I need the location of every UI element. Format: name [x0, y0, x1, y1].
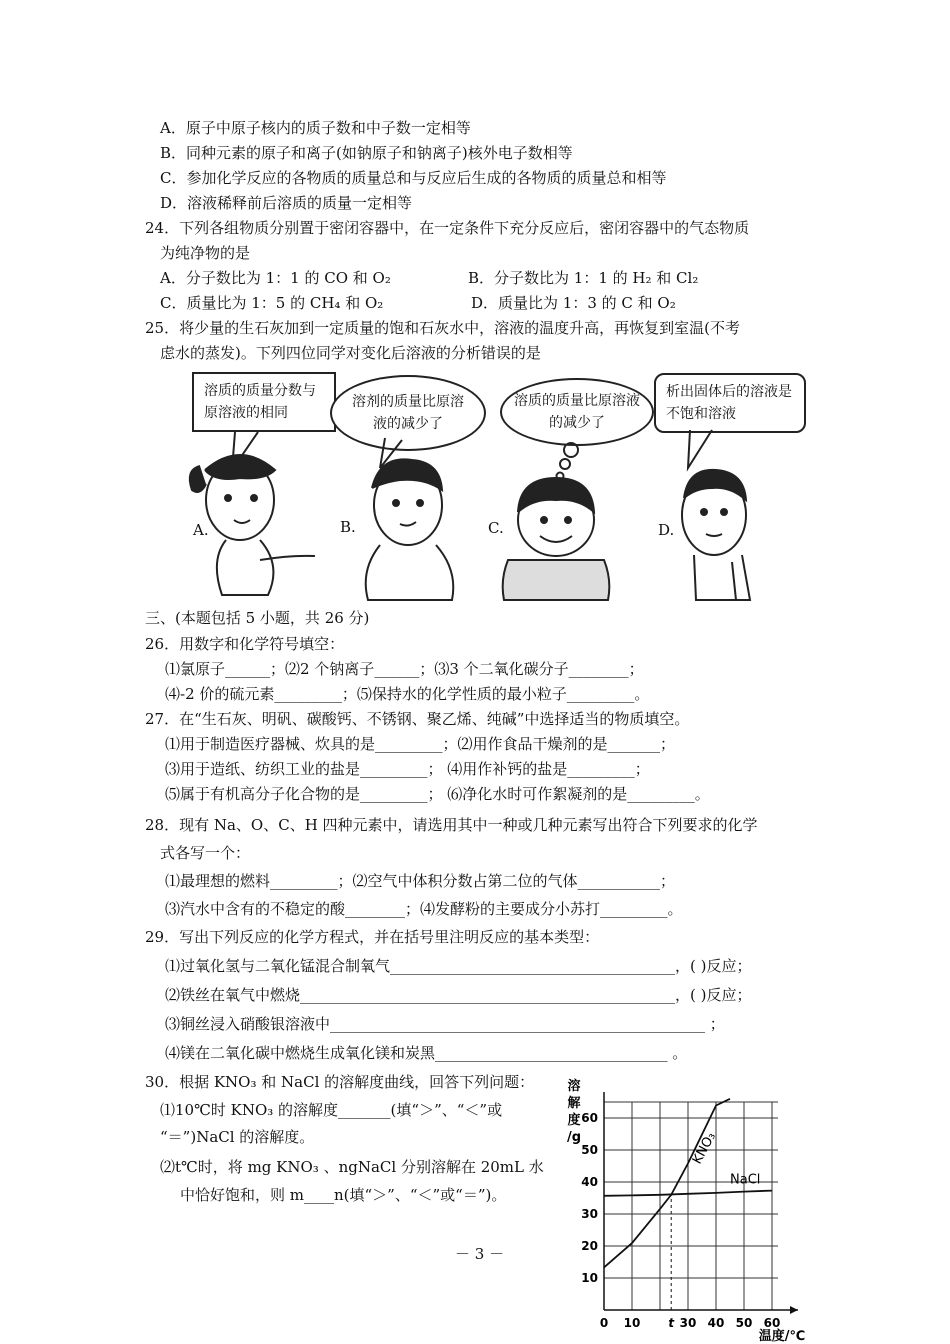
- figure-label-d: D.: [658, 521, 675, 539]
- q23-option-d: D．溶液稀释前后溶质的质量一定相等: [160, 194, 413, 212]
- q24-option-a: A．分子数比为 1：1 的 CO 和 O₂: [160, 269, 391, 287]
- q23-option-a: A．原子中原子核内的质子数和中子数一定相等: [160, 119, 471, 137]
- section-title: 三、(本题包括 5 小题，共 26 分): [145, 609, 370, 627]
- q27-line-2: ⑶用于造纸、纺织工业的盐是_________； ⑷用作补钙的盐是_________；: [165, 760, 650, 778]
- q25-stem-cont: 虑水的蒸发)。下列四位同学对变化后溶液的分析错误的是: [160, 344, 541, 362]
- figure-label-c: C.: [488, 519, 504, 537]
- q29-line-2: ⑵铁丝在氧气中燃烧__________________________________________________，( )反应；: [165, 986, 752, 1004]
- q25-stem: 25．将少量的生石灰加到一定质量的饱和石灰水中，溶液的温度升高，再恢复到室温(不考: [145, 319, 740, 337]
- x-tick-label: 30: [679, 1316, 697, 1330]
- q28-stem-cont: 式各写一个：: [160, 844, 251, 862]
- q28-line-1: ⑴最理想的燃料_________；⑵空气中体积分数占第二位的气体___________；: [165, 872, 676, 890]
- q23-option-c: C．参加化学反应的各物质的质量总和与反应后生成的各物质的质量总和相等: [160, 169, 667, 187]
- y-tick-label: 50: [581, 1143, 598, 1157]
- q27-line-3: ⑸属于有机高分子化合物的是_________； ⑹净化水时可作絮凝剂的是_________。: [165, 785, 710, 803]
- x-axis-arrow: [790, 1306, 798, 1314]
- x-tick-label: t: [668, 1316, 675, 1330]
- q30-stem: 30．根据 KNO₃ 和 NaCl 的溶解度曲线，回答下列问题：: [145, 1073, 535, 1091]
- y-axis-label: /g: [566, 1130, 582, 1145]
- q30-line-4: 中恰好饱和，则 m____n(填“＞”、“＜”或“＝”)。: [180, 1186, 507, 1204]
- q28-stem: 28．现有 Na、O、C、H 四种元素中，请选用其中一种或几种元素写出符合下列要求的化学: [145, 816, 758, 834]
- speech-bubble-a: 溶质的质量分数与原溶液的相同: [192, 372, 336, 432]
- y-tick-label: 40: [581, 1175, 598, 1189]
- x-tick-label: 60: [763, 1316, 781, 1330]
- x-tick-label: 10: [623, 1316, 641, 1330]
- y-axis-label: 度: [567, 1113, 581, 1128]
- x-tick-label: 0: [599, 1316, 609, 1330]
- speech-bubble-c: 溶质的质量比原溶液的减少了: [500, 378, 654, 446]
- q28-line-2: ⑶汽水中含有的不稳定的酸________；⑷发酵粉的主要成分小苏打_________。: [165, 900, 683, 918]
- q29-stem: 29．写出下列反应的化学方程式，并在括号里注明反应的基本类型：: [145, 928, 600, 946]
- q26-line-1: ⑴氯原子______；⑵2 个钠离子______；⑶3 个二氧化碳分子________；: [165, 660, 644, 678]
- x-axis-label: 温度/℃: [758, 1329, 806, 1344]
- q24-stem: 24．下列各组物质分别置于密闭容器中，在一定条件下充分反应后，密闭容器中的气态物质: [145, 219, 750, 237]
- q29-line-4: ⑷镁在二氧化碳中燃烧生成氧化镁和炭黑_______________________________ 。: [165, 1044, 688, 1062]
- y-axis-label: 解: [567, 1096, 581, 1111]
- y-tick-label: 10: [581, 1271, 598, 1285]
- q26-stem: 26．用数字和化学符号填空：: [145, 635, 345, 653]
- figure-label-b: B.: [340, 518, 356, 536]
- solubility-chart: [560, 1074, 820, 1344]
- x-tick-label: 40: [707, 1316, 725, 1330]
- q23-option-b: B．同种元素的原子和离子(如钠原子和钠离子)核外电子数相等: [160, 144, 573, 162]
- series-line-kno3: [604, 1099, 730, 1268]
- page-number: － 3 －: [455, 1245, 505, 1263]
- q29-line-3: ⑶铜丝浸入硝酸银溶液中__________________________________________________ ；: [165, 1015, 725, 1033]
- q27-line-1: ⑴用于制造医疗器械、炊具的是_________；⑵用作食品干燥剂的是_______；: [165, 735, 676, 753]
- speech-bubble-d: 析出固体后的溶液是不饱和溶液: [654, 373, 806, 433]
- q27-stem: 27．在“生石灰、明矾、碳酸钙、不锈钢、聚乙烯、纯碱”中选择适当的物质填空。: [145, 710, 690, 728]
- y-axis-label: 溶: [567, 1079, 581, 1094]
- q24-stem-cont: 为纯净物的是: [160, 244, 251, 262]
- q24-option-b: B．分子数比为 1：1 的 H₂ 和 Cl₂: [468, 269, 699, 287]
- q30-line-1: ⑴10℃时 KNO₃ 的溶解度_______(填“＞”、“＜”或: [160, 1101, 503, 1119]
- y-tick-label: 20: [581, 1239, 598, 1253]
- x-tick-label: 50: [735, 1316, 753, 1330]
- q29-line-1: ⑴过氧化氢与二氧化锰混合制氧气______________________________________，( )反应；: [165, 957, 752, 975]
- y-tick-label: 60: [581, 1111, 598, 1125]
- q30-line-3: ⑵t℃时，将 mg KNO₃ 、ngNaCl 分别溶解在 20mL 水: [160, 1158, 544, 1176]
- series-label-nacl: NaCl: [730, 1172, 761, 1188]
- q26-line-2: ⑷-2 价的硫元素_________；⑸保持水的化学性质的最小粒子_________。: [165, 685, 650, 703]
- q30-line-2: “＝”)NaCl 的溶解度。: [160, 1128, 315, 1146]
- cartoon-figures: [0, 0, 950, 620]
- y-tick-label: 30: [581, 1207, 598, 1221]
- figure-label-a: A.: [193, 521, 209, 539]
- q24-option-d: D．质量比为 1：3 的 C 和 O₂: [471, 294, 676, 312]
- speech-bubble-b: 溶剂的质量比原溶液的减少了: [330, 375, 486, 451]
- series-label-kno3: KNO₃: [689, 1129, 720, 1167]
- q24-option-c: C．质量比为 1：5 的 CH₄ 和 O₂: [160, 294, 384, 312]
